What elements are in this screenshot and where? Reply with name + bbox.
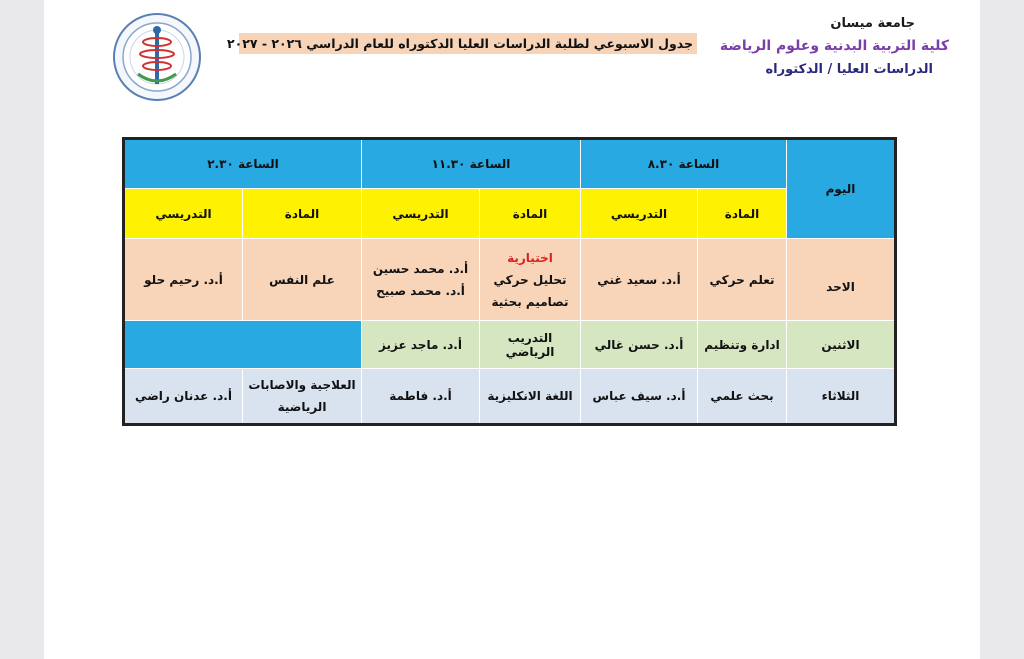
subject-cell: التدريب الرياضي	[480, 321, 581, 369]
teacher-line: أ.د. محمد حسين	[372, 261, 469, 276]
slot-header-3: الساعة ٢.٣٠	[124, 139, 362, 189]
teacher-cell: أ.د. حسن غالي	[581, 321, 698, 369]
schedule-table	[122, 137, 897, 426]
table-row	[124, 369, 896, 425]
subject-label: المادة	[480, 189, 581, 239]
day-cell: الثلاثاء	[787, 369, 896, 425]
subject-cell: بحث علمي	[698, 369, 787, 425]
teacher-label: التدريسي	[362, 189, 480, 239]
slot-header-2: الساعة ١١.٣٠	[362, 139, 581, 189]
teacher-cell: أ.د. ماجد عزيز	[362, 321, 480, 369]
subject-cell	[480, 239, 581, 321]
subject-cell: علم النفس	[243, 239, 362, 321]
department-name: الدراسات العليا / الدكتوراه	[765, 62, 933, 77]
table-row	[124, 239, 896, 321]
subject-line: العلاجية والاصابات	[248, 378, 356, 392]
teacher-label: التدريسي	[581, 189, 698, 239]
university-seal-icon	[108, 12, 206, 102]
teacher-cell: أ.د. رحيم حلو	[124, 239, 243, 321]
institution-header	[720, 12, 949, 81]
subject-cell: ادارة وتنظيم	[698, 321, 787, 369]
teacher-cell: أ.د. سعيد غني	[581, 239, 698, 321]
college-name: كلية التربية البدنية وعلوم الرياضة	[719, 38, 949, 54]
subject-line: تصاميم بحثية	[491, 294, 569, 309]
teacher-cell: أ.د. سيف عباس	[581, 369, 698, 425]
teacher-cell: أ.د. عدنان راضي	[124, 369, 243, 425]
teacher-label: التدريسي	[124, 189, 243, 239]
subject-line: الرياضية	[277, 400, 327, 414]
subject-cell	[243, 369, 362, 425]
empty-slot-cell	[124, 321, 362, 369]
teacher-line: أ.د. محمد صبيح	[376, 283, 465, 298]
subject-label: المادة	[698, 189, 787, 239]
subject-line: تحليل حركي	[493, 272, 567, 287]
optional-note: اختيارية	[507, 250, 553, 265]
university-name: جامعة ميسان	[830, 16, 915, 31]
teacher-cell	[362, 239, 480, 321]
table-row	[124, 321, 896, 369]
day-cell: الاثنين	[787, 321, 896, 369]
day-header: اليوم	[787, 139, 896, 239]
subject-cell: تعلم حركي	[698, 239, 787, 321]
page-title: جدول الاسبوعي لطلبة الدراسات العليا الدكتوراه للعام الدراسي ٢٠٢٦ - ٢٠٢٧	[239, 33, 697, 54]
subject-cell: اللغة الانكليزية	[480, 369, 581, 425]
slot-header-1: الساعة ٨.٣٠	[581, 139, 787, 189]
teacher-cell: أ.د. فاطمة	[362, 369, 480, 425]
day-cell: الاحد	[787, 239, 896, 321]
subject-label: المادة	[243, 189, 362, 239]
